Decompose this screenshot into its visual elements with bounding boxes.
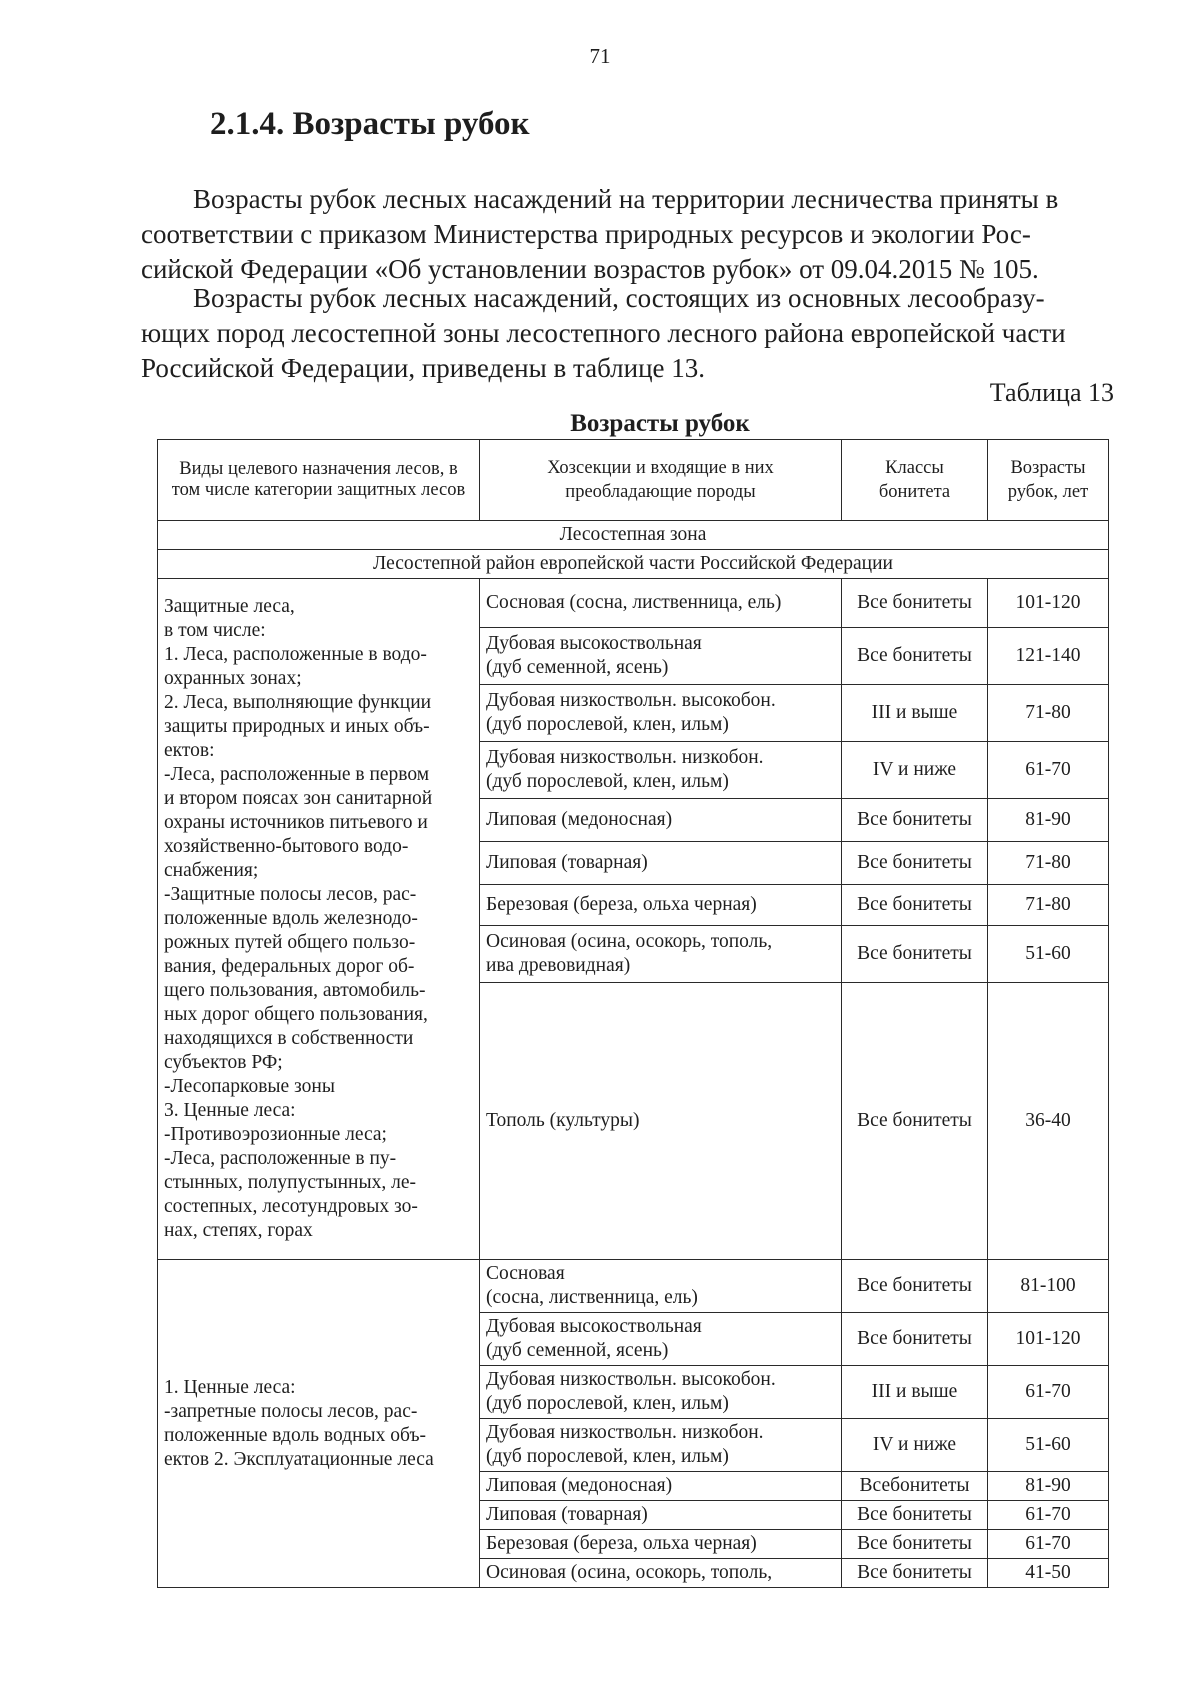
class-cell: Все бонитеты (842, 885, 988, 926)
purpose-line: -Леса, расположенные в первом (164, 764, 430, 785)
section-text: Дубовая высокоствольная (486, 633, 702, 654)
section-cell (480, 1530, 842, 1559)
section-text: Дубовая низкоствольн. низкобон. (486, 747, 764, 768)
table-row (158, 579, 1109, 628)
header-ages: Возрасты рубок, лет (988, 440, 1109, 521)
purpose-line: вания, федеральных дорог об- (164, 956, 415, 977)
age-cell: 81-90 (988, 799, 1109, 842)
age-cell: 36-40 (988, 983, 1109, 1260)
purpose-line: -Лесопарковые зоны (164, 1076, 335, 1097)
paragraph-line: ющих пород лесостепной зоны лесостепного лесного района европейской части (141, 318, 1066, 348)
section-cell (480, 1419, 842, 1472)
age-cell: 101-120 (988, 1313, 1109, 1366)
section-text: Липовая (товарная) (486, 1504, 648, 1525)
age-cell: 61-70 (988, 742, 1109, 799)
class-cell: Все бонитеты (842, 983, 988, 1260)
zone-label: Лесостепная зона (158, 521, 1109, 550)
purpose-line: Защитные леса, (164, 596, 295, 617)
section-text: Липовая (медоносная) (486, 809, 673, 830)
purpose-line: ектов: (164, 740, 215, 761)
purpose-line: положенные вдоль водных объ- (164, 1424, 427, 1446)
class-cell: IV и ниже (842, 1419, 988, 1472)
purpose-line: 2. Леса, выполняющие функции (164, 692, 432, 713)
region-row (158, 550, 1109, 579)
section-cell (480, 742, 842, 799)
table-title: Возрасты рубок (570, 410, 750, 437)
class-cell: Все бонитеты (842, 579, 988, 628)
section-text: (дуб порослевой, клен, ильм) (486, 771, 729, 792)
section-cell (480, 1559, 842, 1588)
section-cell (480, 1260, 842, 1313)
section-text: (дуб порослевой, клен, ильм) (486, 1446, 729, 1467)
section-cell (480, 579, 842, 628)
purpose-cell-exploitation (158, 1260, 480, 1588)
table-row (158, 1260, 1109, 1313)
paragraph-line: сийской Федерации «Об установлении возрастов рубок» от 09.04.2015 № 105. (141, 254, 1039, 284)
section-text: Тополь (культуры) (486, 1110, 640, 1131)
paragraph-line: Возрасты рубок лесных насаждений, состоящих из основных лесообразу- (193, 283, 1045, 313)
purpose-line: ных дорог общего пользования, (164, 1004, 428, 1025)
purpose-line: стынных, полупустынных, ле- (164, 1172, 416, 1193)
section-text: Дубовая низкоствольн. высокобон. (486, 1369, 776, 1390)
section-cell (480, 1472, 842, 1501)
section-text: (сосна, лиственница, ель) (486, 1287, 698, 1308)
age-cell: 81-90 (988, 1472, 1109, 1501)
age-cell: 71-80 (988, 685, 1109, 742)
section-text: Осиновая (осина, осокорь, тополь, (486, 931, 773, 952)
class-cell: Все бонитеты (842, 1313, 988, 1366)
purpose-line: и втором поясах зон санитарной (164, 788, 433, 809)
purpose-line: ектов 2. Эксплуатационные леса (164, 1448, 434, 1470)
section-cell (480, 628, 842, 685)
purpose-cell-protective (158, 579, 480, 1260)
section-cell (480, 983, 842, 1260)
purpose-line: -Леса, расположенные в пу- (164, 1148, 397, 1169)
age-cell: 71-80 (988, 842, 1109, 885)
purpose-line: -Противоэрозионные леса; (164, 1124, 387, 1145)
section-cell (480, 1313, 842, 1366)
paragraph-line: Российской Федерации, приведены в таблице 13. (141, 353, 706, 383)
table-number: Таблица 13 (989, 378, 1114, 407)
zone-row (158, 521, 1109, 550)
section-text: (дуб порослевой, клен, ильм) (486, 714, 729, 735)
section-text: Сосновая (сосна, лиственница, ель) (486, 592, 782, 613)
age-cell: 121-140 (988, 628, 1109, 685)
section-text: Осиновая (осина, осокорь, тополь, (486, 1562, 773, 1583)
class-cell: Все бонитеты (842, 1501, 988, 1530)
age-cell: 71-80 (988, 885, 1109, 926)
section-cell (480, 885, 842, 926)
age-cell: 51-60 (988, 926, 1109, 983)
purpose-line: положенные вдоль железнодо- (164, 908, 418, 929)
purpose-line: состепных, лесотундровых зо- (164, 1196, 418, 1217)
age-cell: 101-120 (988, 579, 1109, 628)
class-cell: Всебонитеты (842, 1472, 988, 1501)
section-text: Дубовая высокоствольная (486, 1316, 702, 1337)
table-header-row (158, 440, 1109, 521)
section-cell (480, 1366, 842, 1419)
section-text: (дуб семенной, ясень) (486, 1340, 669, 1361)
section-text: Дубовая низкоствольн. высокобон. (486, 690, 776, 711)
section-cell (480, 799, 842, 842)
table-reference-paragraph (141, 281, 1111, 386)
class-cell: III и выше (842, 1366, 988, 1419)
section-heading: 2.1.4. Возрасты рубок (210, 106, 530, 142)
purpose-line: 1. Леса, расположенные в водо- (164, 644, 427, 665)
paragraph-line: соответствии с приказом Министерства природных ресурсов и экологии Рос- (141, 219, 1031, 249)
purpose-line: хозяйственно-бытового водо- (164, 836, 409, 857)
section-text: Липовая (медоносная) (486, 1475, 673, 1496)
section-cell (480, 926, 842, 983)
purpose-line: защиты природных и иных объ- (164, 716, 430, 737)
class-cell: Все бонитеты (842, 1530, 988, 1559)
age-cell: 61-70 (988, 1530, 1109, 1559)
section-cell (480, 842, 842, 885)
section-text: Дубовая низкоствольн. низкобон. (486, 1422, 764, 1443)
cutting-age-table (157, 439, 1109, 1588)
section-text: (дуб порослевой, клен, ильм) (486, 1393, 729, 1414)
purpose-line: охранных зонах; (164, 668, 302, 689)
age-cell: 61-70 (988, 1501, 1109, 1530)
purpose-line: рожных путей общего пользо- (164, 932, 416, 953)
class-cell: Все бонитеты (842, 1260, 988, 1313)
header-sections: Хозсекции и входящие в них преобладающие породы (480, 440, 842, 521)
purpose-line: в том числе: (164, 620, 266, 641)
header-purpose: Виды целевого назначения лесов, в том числе категории защитных лесов (158, 440, 480, 521)
page-number: 71 (589, 44, 611, 68)
section-text: Березовая (береза, ольха черная) (486, 894, 757, 915)
section-text: ива древовидная) (486, 955, 631, 976)
purpose-line: 1. Ценные леса: (164, 1376, 296, 1398)
class-cell: Все бонитеты (842, 1559, 988, 1588)
class-cell: Все бонитеты (842, 926, 988, 983)
section-text: Сосновая (486, 1263, 565, 1284)
header-classes: Классы бонитета (842, 440, 988, 521)
class-cell: III и выше (842, 685, 988, 742)
class-cell: IV и ниже (842, 742, 988, 799)
class-cell: Все бонитеты (842, 799, 988, 842)
purpose-line: находящихся в собственности (164, 1028, 414, 1049)
purpose-line: 3. Ценные леса: (164, 1100, 296, 1121)
section-cell (480, 1501, 842, 1530)
age-cell: 81-100 (988, 1260, 1109, 1313)
age-cell: 61-70 (988, 1366, 1109, 1419)
purpose-line: -запретные полосы лесов, рас- (164, 1400, 418, 1422)
class-cell: Все бонитеты (842, 842, 988, 885)
region-label: Лесостепной район европейской части Российской Федерации (158, 550, 1109, 579)
class-cell: Все бонитеты (842, 628, 988, 685)
purpose-line: -Защитные полосы лесов, рас- (164, 884, 417, 905)
age-cell: 51-60 (988, 1419, 1109, 1472)
purpose-line: щего пользования, автомобиль- (164, 980, 426, 1001)
section-text: (дуб семенной, ясень) (486, 657, 669, 678)
purpose-line: нах, степях, горах (164, 1220, 313, 1241)
section-text: Березовая (береза, ольха черная) (486, 1533, 757, 1554)
section-text: Липовая (товарная) (486, 852, 648, 873)
intro-paragraph (141, 182, 1111, 287)
purpose-line: субъектов РФ; (164, 1052, 283, 1073)
purpose-line: снабжения; (164, 860, 259, 881)
purpose-line: охраны источников питьевого и (164, 812, 428, 833)
paragraph-line: Возрасты рубок лесных насаждений на территории лесничества приняты в (193, 184, 1059, 214)
age-cell: 41-50 (988, 1559, 1109, 1588)
section-cell (480, 685, 842, 742)
